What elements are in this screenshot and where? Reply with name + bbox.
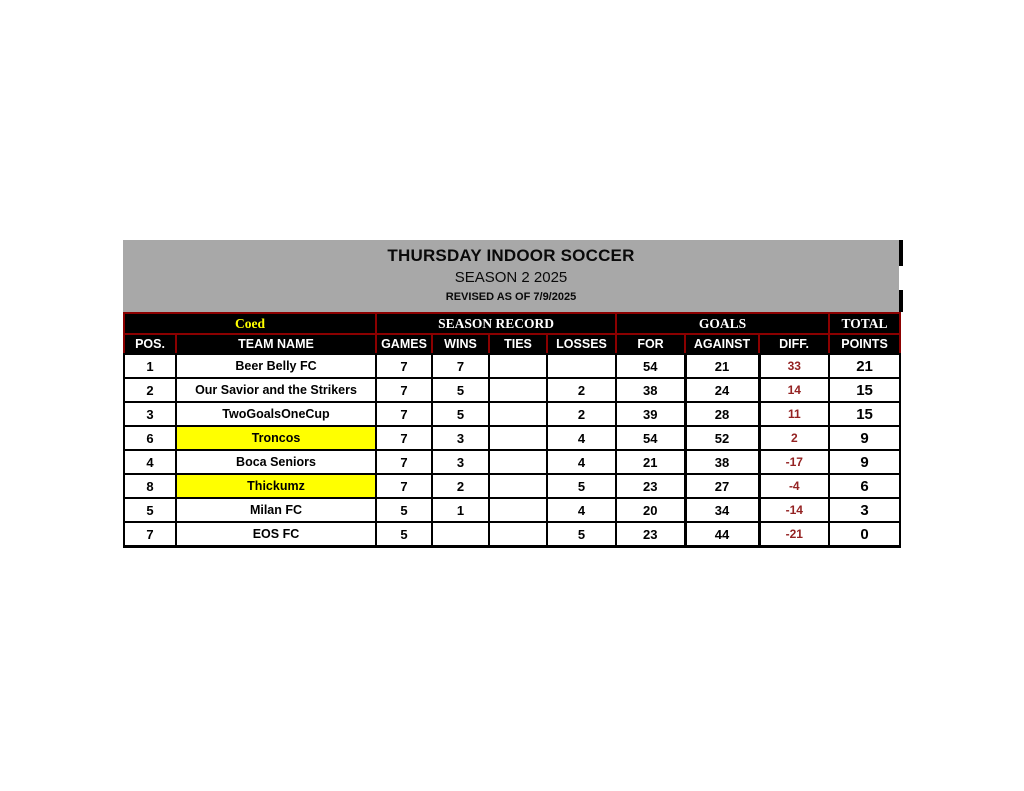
points-cell: 6	[829, 474, 900, 498]
pos-cell: 3	[124, 402, 176, 426]
games-cell: 7	[376, 354, 432, 378]
pos-cell: 2	[124, 378, 176, 402]
goals-against-cell: 34	[685, 498, 759, 522]
table-row	[124, 378, 900, 402]
col-header-for: FOR	[616, 334, 685, 354]
group-header-total: TOTAL	[829, 313, 900, 334]
column-header-row	[124, 334, 900, 354]
col-header-diff: DIFF.	[759, 334, 829, 354]
goals-for-cell: 23	[616, 522, 685, 547]
table-row	[124, 522, 900, 547]
title-right-border-segment	[899, 240, 903, 266]
standings-sheet	[123, 240, 903, 548]
col-header-losses: LOSSES	[547, 334, 616, 354]
goal-diff-cell: 33	[759, 354, 829, 378]
losses-cell: 4	[547, 450, 616, 474]
games-cell: 7	[376, 378, 432, 402]
team-name-cell: TwoGoalsOneCup	[176, 402, 376, 426]
points-cell: 3	[829, 498, 900, 522]
table-row	[124, 354, 900, 378]
goal-diff-cell: -4	[759, 474, 829, 498]
col-header-points: POINTS	[829, 334, 900, 354]
losses-cell: 4	[547, 426, 616, 450]
goals-against-cell: 24	[685, 378, 759, 402]
ties-cell	[489, 498, 547, 522]
goal-diff-cell: -17	[759, 450, 829, 474]
games-cell: 7	[376, 426, 432, 450]
title-block	[123, 240, 899, 312]
team-name-cell: Thickumz	[176, 474, 376, 498]
col-header-games: GAMES	[376, 334, 432, 354]
goals-against-cell: 27	[685, 474, 759, 498]
col-header-team-name: TEAM NAME	[176, 334, 376, 354]
group-header-goals: GOALS	[616, 313, 829, 334]
losses-cell: 5	[547, 522, 616, 547]
goals-for-cell: 21	[616, 450, 685, 474]
ties-cell	[489, 522, 547, 547]
goals-against-cell: 21	[685, 354, 759, 378]
team-name-cell: Our Savior and the Strikers	[176, 378, 376, 402]
goals-for-cell: 20	[616, 498, 685, 522]
pos-cell: 1	[124, 354, 176, 378]
wins-cell	[432, 522, 489, 547]
team-name-cell: Milan FC	[176, 498, 376, 522]
group-header-coed: Coed	[124, 313, 376, 334]
points-cell: 21	[829, 354, 900, 378]
goal-diff-cell: 14	[759, 378, 829, 402]
wins-cell: 3	[432, 450, 489, 474]
wins-cell: 5	[432, 378, 489, 402]
wins-cell: 3	[432, 426, 489, 450]
pos-cell: 5	[124, 498, 176, 522]
ties-cell	[489, 450, 547, 474]
goal-diff-cell: -21	[759, 522, 829, 547]
points-cell: 9	[829, 450, 900, 474]
col-header-against: AGAINST	[685, 334, 759, 354]
pos-cell: 7	[124, 522, 176, 547]
goals-for-cell: 54	[616, 354, 685, 378]
group-header-season-record: SEASON RECORD	[376, 313, 616, 334]
ties-cell	[489, 474, 547, 498]
games-cell: 5	[376, 498, 432, 522]
goals-against-cell: 52	[685, 426, 759, 450]
games-cell: 7	[376, 450, 432, 474]
table-row	[124, 474, 900, 498]
table-row	[124, 426, 900, 450]
col-header-pos: POS.	[124, 334, 176, 354]
points-cell: 0	[829, 522, 900, 547]
wins-cell: 2	[432, 474, 489, 498]
points-cell: 15	[829, 402, 900, 426]
page-title: THURSDAY INDOOR SOCCER	[387, 246, 635, 265]
goals-for-cell: 39	[616, 402, 685, 426]
goals-against-cell: 44	[685, 522, 759, 547]
pos-cell: 6	[124, 426, 176, 450]
goals-for-cell: 38	[616, 378, 685, 402]
col-header-ties: TIES	[489, 334, 547, 354]
team-name-cell: Troncos	[176, 426, 376, 450]
points-cell: 9	[829, 426, 900, 450]
points-cell: 15	[829, 378, 900, 402]
goal-diff-cell: 2	[759, 426, 829, 450]
losses-cell: 5	[547, 474, 616, 498]
table-row	[124, 450, 900, 474]
wins-cell: 7	[432, 354, 489, 378]
losses-cell: 4	[547, 498, 616, 522]
season-subtitle: SEASON 2 2025	[454, 269, 568, 286]
title-right-border-segment	[899, 290, 903, 312]
group-header-row	[124, 313, 900, 334]
team-name-cell: EOS FC	[176, 522, 376, 547]
ties-cell	[489, 402, 547, 426]
pos-cell: 4	[124, 450, 176, 474]
losses-cell: 2	[547, 402, 616, 426]
games-cell: 7	[376, 474, 432, 498]
col-header-wins: WINS	[432, 334, 489, 354]
standings-table	[123, 312, 901, 548]
goal-diff-cell: 11	[759, 402, 829, 426]
wins-cell: 5	[432, 402, 489, 426]
ties-cell	[489, 354, 547, 378]
ties-cell	[489, 378, 547, 402]
team-name-cell: Beer Belly FC	[176, 354, 376, 378]
table-row	[124, 402, 900, 426]
losses-cell	[547, 354, 616, 378]
goals-against-cell: 28	[685, 402, 759, 426]
pos-cell: 8	[124, 474, 176, 498]
wins-cell: 1	[432, 498, 489, 522]
games-cell: 5	[376, 522, 432, 547]
goals-against-cell: 38	[685, 450, 759, 474]
goals-for-cell: 23	[616, 474, 685, 498]
team-name-cell: Boca Seniors	[176, 450, 376, 474]
revised-date: REVISED AS OF 7/9/2025	[445, 291, 577, 303]
ties-cell	[489, 426, 547, 450]
losses-cell: 2	[547, 378, 616, 402]
goal-diff-cell: -14	[759, 498, 829, 522]
games-cell: 7	[376, 402, 432, 426]
goals-for-cell: 54	[616, 426, 685, 450]
table-row	[124, 498, 900, 522]
